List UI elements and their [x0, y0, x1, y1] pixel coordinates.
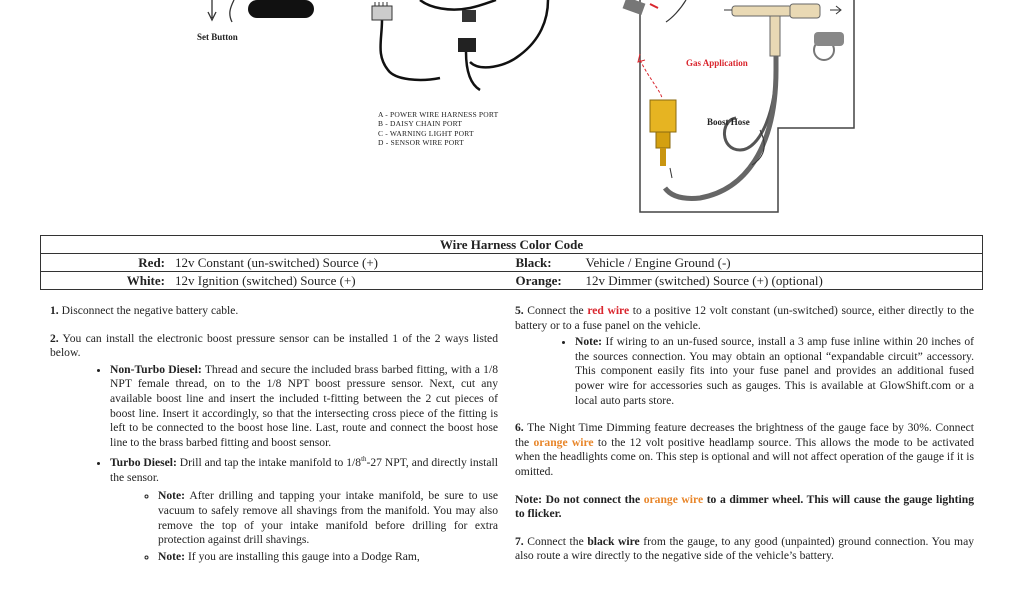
step-2-text: You can install the electronic boost pressure sensor can be installed 1 of the 2 ways listed below. [50, 331, 498, 360]
turbo-note-2: If you are installing this gauge into a Dodge Ram, [185, 549, 420, 563]
table-row [41, 254, 983, 272]
warning-text-b: to a dimmer wheel. This will cause the gauge lighting to flicker. [515, 492, 974, 521]
list-item [158, 550, 498, 565]
list-item [158, 489, 498, 547]
wire-harness-table [40, 235, 983, 290]
step-5-notes [515, 335, 974, 408]
step-7-text-a: Connect the [523, 534, 588, 548]
black-wire-label: Black: [515, 254, 552, 270]
step-5-text-a: Connect the [523, 304, 588, 317]
boost-hose-label: Boost Hose [707, 117, 750, 127]
step-5 [515, 304, 974, 333]
list-item [575, 335, 974, 408]
warning-orange-wire: orange wire [643, 492, 704, 506]
turbo-note-1: After drilling and tapping your intake manifold, be sure to use vacuum to safely remove all shavings from the manifold. You may also remove the top of your intake manifold before drilling for extra protection against drill shavings. [158, 489, 498, 547]
note-label: Note: [158, 489, 186, 503]
diagram-illustration [0, 0, 1024, 232]
step-1 [50, 304, 498, 319]
harness-table-title: Wire Harness Color Code [41, 236, 983, 254]
gas-application-label: Gas Application [686, 58, 748, 68]
turbo-label: Turbo Diesel: [110, 456, 177, 470]
note-label: Note: [575, 335, 603, 349]
step-6-warning [515, 493, 974, 522]
step-2-number: 2. [50, 331, 59, 345]
step-6-number: 6. [515, 421, 524, 435]
turbo-text-b: -27 NPT, and directly install the sensor. [110, 456, 498, 484]
white-wire-value: 12v Ignition (switched) Source (+) [175, 272, 356, 288]
connector-d-icon [458, 38, 476, 52]
turbo-sup: th [361, 455, 367, 464]
turbo-text-a: Drill and tap the intake manifold to 1/8 [176, 456, 362, 470]
list-item [110, 452, 498, 564]
port-a-label: A - POWER WIRE HARNESS PORT [378, 110, 499, 119]
orange-wire-label: Orange: [515, 272, 562, 288]
port-d-label: D - SENSOR WIRE PORT [378, 138, 464, 148]
port-b-label: B - DAISY CHAIN PORT [378, 119, 463, 129]
install-methods-list [50, 363, 498, 565]
step-5-number: 5. [515, 304, 524, 317]
port-legend [378, 110, 498, 148]
step-5-text-b: to a positive 12 volt constant (un-switched) source, either directly to the battery or to a fuse panel on the vehicle. [515, 304, 975, 332]
warning-text-a: Note: Do not connect the [515, 492, 644, 506]
step-1-number: 1. [50, 304, 59, 317]
red-wire-value: 12v Constant (un-switched) Source (+) [175, 254, 379, 270]
black-wire-value: Vehicle / Engine Ground (-) [585, 254, 731, 270]
red-wire-label: Red: [138, 254, 165, 270]
list-item [110, 363, 498, 451]
orange-wire-highlight: orange wire [533, 435, 594, 449]
step-6 [515, 421, 974, 479]
white-wire-label: White: [126, 272, 165, 288]
orange-wire-value: 12v Dimmer (switched) Source (+) (optional) [585, 272, 823, 288]
turbo-notes-list [110, 489, 498, 564]
non-turbo-label: Non-Turbo Diesel: [110, 362, 202, 376]
instructions-left [50, 304, 498, 566]
connector-a-icon [372, 6, 392, 20]
step-7 [515, 535, 974, 564]
boost-system-panel [623, 0, 854, 212]
instructions-right [515, 304, 974, 577]
connector-b-icon [462, 10, 476, 22]
step-5-note: If wiring to an un-fused source, install a 3 amp fuse inline within 20 inches of the sources connection. You may obtain an optional “expandable circuit” accessory. This component easily fits into your fuse panel and provides an additional fused power wire for accessories such as gauges. This is available at GlowShift.com or a local auto parts store. [575, 335, 974, 407]
wiring-diagram [0, 0, 1024, 232]
step-6-text-a: The Night Time Dimming feature decreases the brightness of the gauge face by 30%. Connect the [515, 421, 974, 449]
black-wire-highlight: black wire [587, 534, 640, 548]
note-label: Note: [158, 549, 186, 563]
gauge-body-icon [208, 0, 314, 22]
step-1-text: Disconnect the negative battery cable. [58, 304, 239, 317]
step-6-text-b: to the 12 volt positive headlamp source. This allows the mode to be activated when the headlights come on. This step is optional and will not affect operation of the gauge if it is omitted. [515, 435, 974, 478]
non-turbo-text: Thread and secure the included brass barbed fitting, with a 1/8 NPT female thread, on to the 1/8 NPT boost pressure sensor. Next, cut any available boost line and insert the included t-fitting between the 2 cut pieces of boost line. Insert it accordingly, so that the intersecting cross piece of the fitting is left to be connected to the boost hose line. Last, route and connect the boost hose line to the brass barbed fitting and boost sensor. [110, 362, 498, 449]
step-7-number: 7. [515, 534, 524, 548]
port-c-label: C - WARNING LIGHT PORT [378, 128, 474, 138]
table-row [41, 272, 983, 290]
set-button-label: Set Button [197, 32, 238, 42]
step-2 [50, 332, 498, 361]
red-wire-highlight: red wire [587, 304, 630, 317]
step-7-text-b: from the gauge, to any good (unpainted) ground connection. You may also route a wire directly to the negative side of the vehicle’s battery. [515, 534, 975, 563]
